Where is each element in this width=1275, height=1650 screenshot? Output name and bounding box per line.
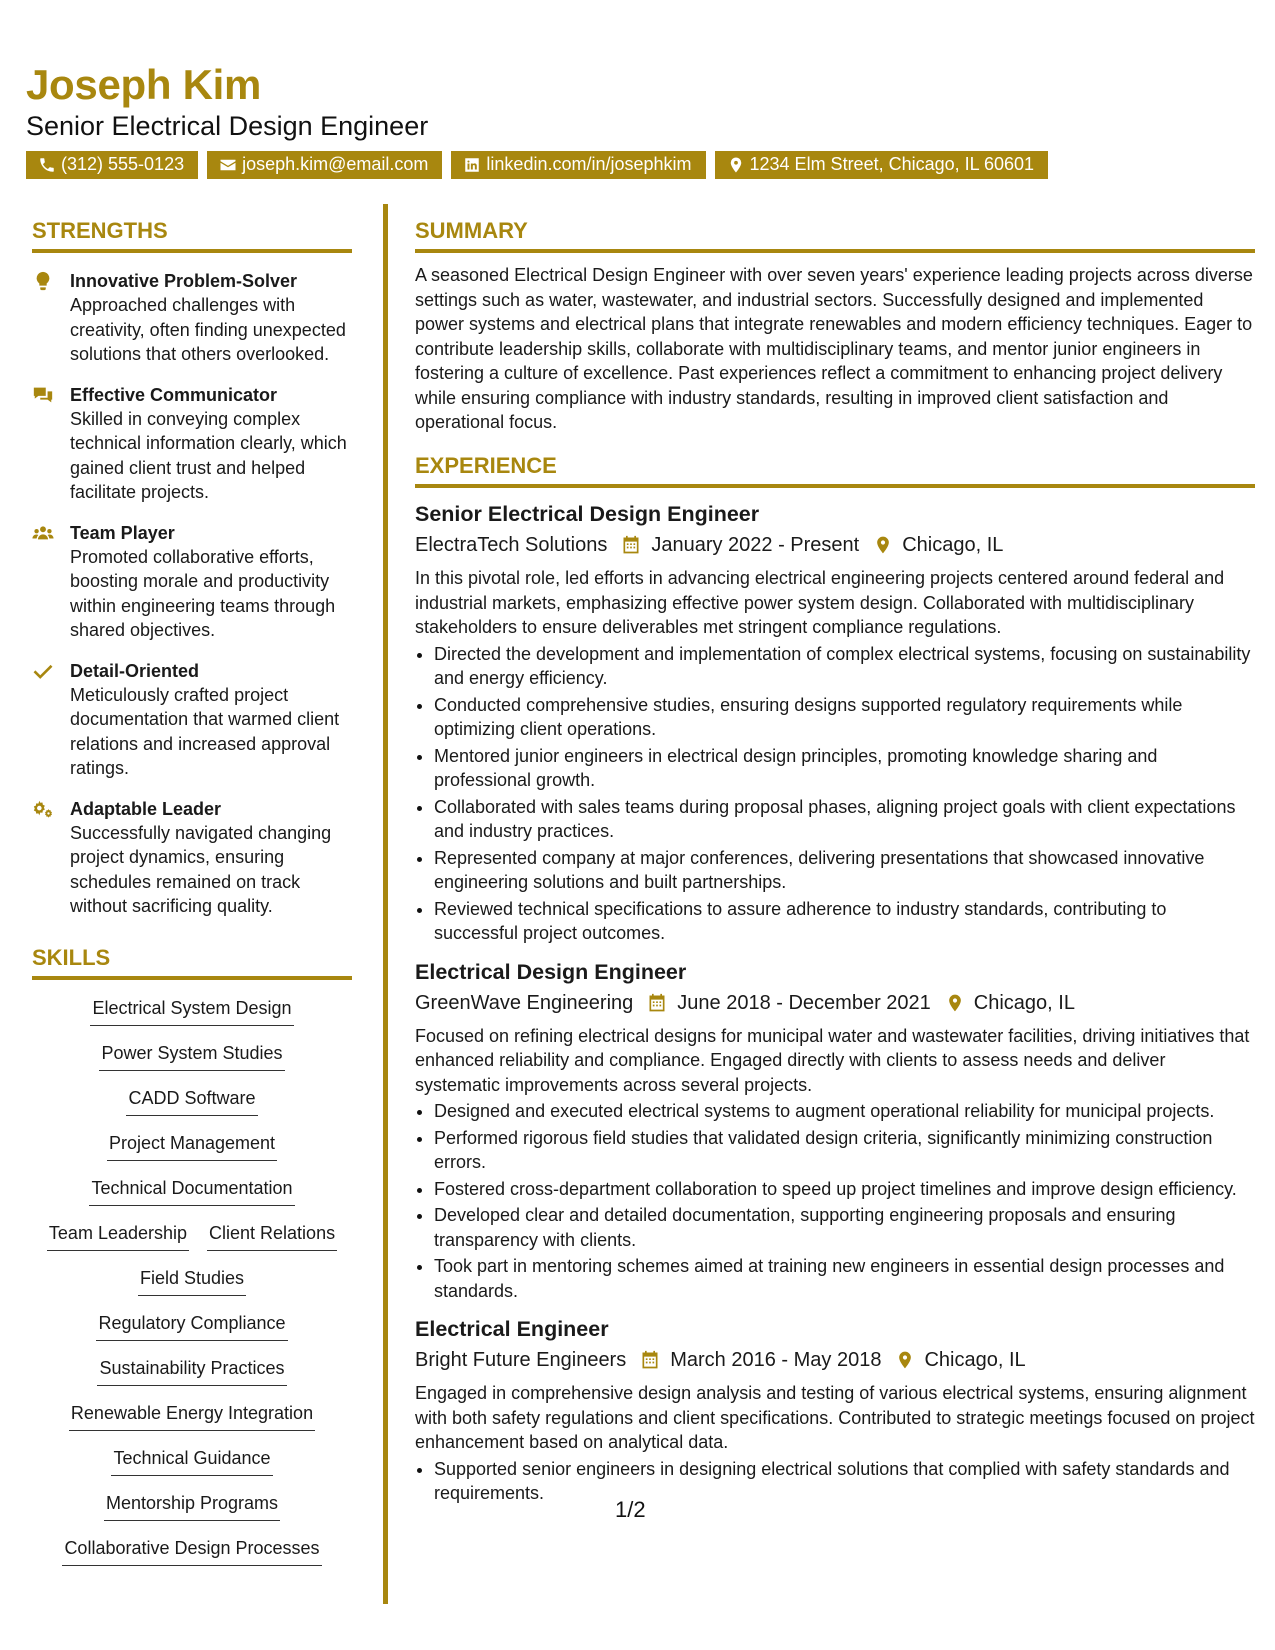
job-bullet: • Reviewed technical specifications to assure adherence to industry standards, contributing to successful project outcomes.	[434, 897, 1255, 946]
strength-item	[32, 269, 352, 367]
contact-phone-text: (312) 555-0123	[61, 154, 185, 175]
location-icon	[895, 1350, 915, 1370]
job-description: In this pivotal role, led efforts in advancing electrical engineering projects centered around federal and industrial markets, emphasizing effective power system design. Collaborated with multidisciplinary stakeholders to ensure deliverables met stringent compliance regulations.	[415, 568, 1225, 638]
job-bullet: • Conducted comprehensive studies, ensuring designs supported regulatory requirements while optimizing client operations.	[434, 693, 1255, 742]
contact-address[interactable]	[715, 151, 1049, 179]
job-bullet: • Took part in mentoring schemes aimed at training new engineers in essential design processes and standards.	[434, 1254, 1255, 1303]
summary-text: A seasoned Electrical Design Engineer with over seven years' experience leading projects across diverse settings such as water, wastewater, and industrial sectors. Successfully designed and implemented power systems and electrical plans that integrate renewables and modern efficiency techniques. Eager to contribute leadership skills, collaborate with multidisciplinary teams, and mentor junior engineers in fostering a culture of excellence. Past experiences reflect a commitment to enhancing project delivery while ensuring compliance with industry standards, resulting in improved client satisfaction and operational focus.	[415, 265, 1253, 433]
check-icon	[32, 660, 54, 682]
job-company: GreenWave Engineering	[415, 991, 634, 1014]
skill-tag: Sustainability Practices	[97, 1354, 286, 1386]
candidate-title: Senior Electrical Design Engineer	[26, 111, 429, 142]
job-bullet: • Fostered cross-department collaboration to speed up project timelines and improve design efficiency.	[434, 1177, 1255, 1202]
job-bullet: • Directed the development and implementation of complex electrical systems, focusing on sustainability and energy efficiency.	[434, 642, 1255, 691]
comments-icon	[32, 384, 54, 406]
resume-header	[26, 62, 1256, 179]
contact-phone[interactable]	[26, 151, 198, 179]
skill-tag: Collaborative Design Processes	[62, 1534, 321, 1566]
candidate-name: Joseph Kim	[26, 61, 262, 108]
calendar-icon	[647, 993, 667, 1013]
summary-heading: SUMMARY	[415, 218, 1255, 253]
strength-desc: Successfully navigated changing project dynamics, ensuring schedules remained on track without sacrificing quality.	[70, 822, 332, 917]
email-icon	[219, 156, 237, 174]
skill-tag: Client Relations	[207, 1219, 337, 1251]
contact-bar	[26, 151, 1256, 179]
skill-tag: Renewable Energy Integration	[69, 1399, 315, 1431]
job-dates: March 2016 - May 2018	[670, 1349, 882, 1372]
skill-tag: Electrical System Design	[90, 994, 293, 1026]
job-bullets	[415, 1457, 1255, 1506]
calendar-icon	[640, 1350, 660, 1370]
strength-desc: Meticulously crafted project documentation that warmed client relations and increased approval ratings.	[70, 684, 340, 779]
strength-item	[32, 521, 352, 643]
job-bullets	[415, 1099, 1255, 1303]
job-title: Electrical Engineer	[415, 1317, 609, 1342]
right-column	[415, 218, 1255, 1508]
skill-tag: Technical Documentation	[89, 1174, 294, 1206]
skill-tag: Project Management	[107, 1129, 277, 1161]
strength-item	[32, 383, 352, 505]
left-column	[32, 218, 352, 1579]
job-company: Bright Future Engineers	[415, 1349, 627, 1372]
experience-heading: EXPERIENCE	[415, 453, 1255, 488]
location-icon	[727, 156, 745, 174]
column-divider	[383, 204, 388, 1604]
linkedin-icon	[463, 156, 481, 174]
calendar-icon	[621, 535, 641, 555]
lightbulb-icon	[32, 270, 54, 292]
job-location: Chicago, IL	[924, 1349, 1026, 1372]
skill-tag: Team Leadership	[47, 1219, 189, 1251]
strength-title: Effective Communicator	[70, 384, 278, 405]
contact-linkedin-text: linkedin.com/in/josephkim	[486, 154, 692, 175]
strength-desc: Skilled in conveying complex technical information clearly, which gained client trust and helped facilitate projects.	[70, 408, 347, 503]
job-bullet: • Supported senior engineers in designing electrical solutions that complied with safety standards and requirements.	[434, 1457, 1255, 1506]
job-description: Focused on refining electrical designs for municipal water and wastewater facilities, driving initiatives that enhanced reliability and compliance. Engaged directly with clients to assess needs and deliver systematic improvements across several projects.	[415, 1025, 1250, 1095]
contact-address-text: 1234 Elm Street, Chicago, IL 60601	[749, 154, 1035, 175]
job-title: Electrical Design Engineer	[415, 959, 687, 984]
job-bullet: • Collaborated with sales teams during proposal phases, aligning project goals with client expectations and industry practices.	[434, 795, 1255, 844]
job-entry	[415, 958, 1255, 1304]
strength-title: Detail-Oriented	[70, 660, 200, 681]
skill-tag: Power System Studies	[99, 1039, 284, 1071]
skill-tag: Technical Guidance	[111, 1444, 272, 1476]
strength-item	[32, 797, 352, 919]
strength-title: Innovative Problem-Solver	[70, 271, 298, 292]
contact-linkedin[interactable]	[451, 151, 705, 179]
location-icon	[945, 993, 965, 1013]
job-dates: January 2022 - Present	[651, 534, 860, 557]
users-icon	[32, 522, 54, 544]
job-meta	[415, 1345, 1255, 1375]
job-description: Engaged in comprehensive design analysis and testing of various electrical systems, ensuring alignment with both safety regulations and client specifications. Contributed to strategic meetings focused on project enhancement based on analytical data.	[415, 1383, 1255, 1453]
job-company: ElectraTech Solutions	[415, 534, 608, 557]
strength-title: Team Player	[70, 522, 175, 543]
skills-list	[32, 994, 352, 1579]
skills-heading: SKILLS	[32, 945, 352, 980]
job-location: Chicago, IL	[973, 991, 1075, 1014]
skill-tag: Regulatory Compliance	[96, 1309, 287, 1341]
phone-icon	[38, 156, 56, 174]
skill-tag: Mentorship Programs	[104, 1489, 280, 1521]
job-dates: June 2018 - December 2021	[677, 991, 931, 1014]
job-bullet: • Performed rigorous field studies that validated design criteria, significantly minimizing construction errors.	[434, 1126, 1255, 1175]
job-entry	[415, 1315, 1255, 1506]
skill-tag: CADD Software	[126, 1084, 257, 1116]
skill-tag: Field Studies	[138, 1264, 246, 1296]
contact-email-text: joseph.kim@email.com	[242, 154, 429, 175]
job-bullet: • Designed and executed electrical systems to augment operational reliability for municipal projects.	[434, 1099, 1255, 1124]
page-number: 1/2	[615, 1497, 646, 1522]
strength-desc: Promoted collaborative efforts, boosting morale and productivity within engineering teams through shared objectives.	[70, 546, 336, 641]
job-meta	[415, 988, 1255, 1018]
job-bullet: • Developed clear and detailed documentation, supporting engineering proposals and ensuring transparency with clients.	[434, 1203, 1255, 1252]
strength-title: Adaptable Leader	[70, 798, 222, 819]
location-icon	[873, 535, 893, 555]
job-location: Chicago, IL	[902, 534, 1004, 557]
job-title: Senior Electrical Design Engineer	[415, 502, 760, 527]
contact-email[interactable]	[207, 151, 442, 179]
strengths-heading: STRENGTHS	[32, 218, 352, 253]
job-meta	[415, 530, 1255, 560]
strength-item	[32, 659, 352, 781]
job-bullets	[415, 642, 1255, 946]
job-entry	[415, 500, 1255, 946]
strength-desc: Approached challenges with creativity, often finding unexpected solutions that others overlooked.	[70, 295, 346, 365]
job-bullet: • Represented company at major conferences, delivering presentations that showcased innovative engineering solutions and built partnerships.	[434, 846, 1255, 895]
job-bullet: • Mentored junior engineers in electrical design principles, promoting knowledge sharing and professional growth.	[434, 744, 1255, 793]
gears-icon	[32, 798, 54, 820]
